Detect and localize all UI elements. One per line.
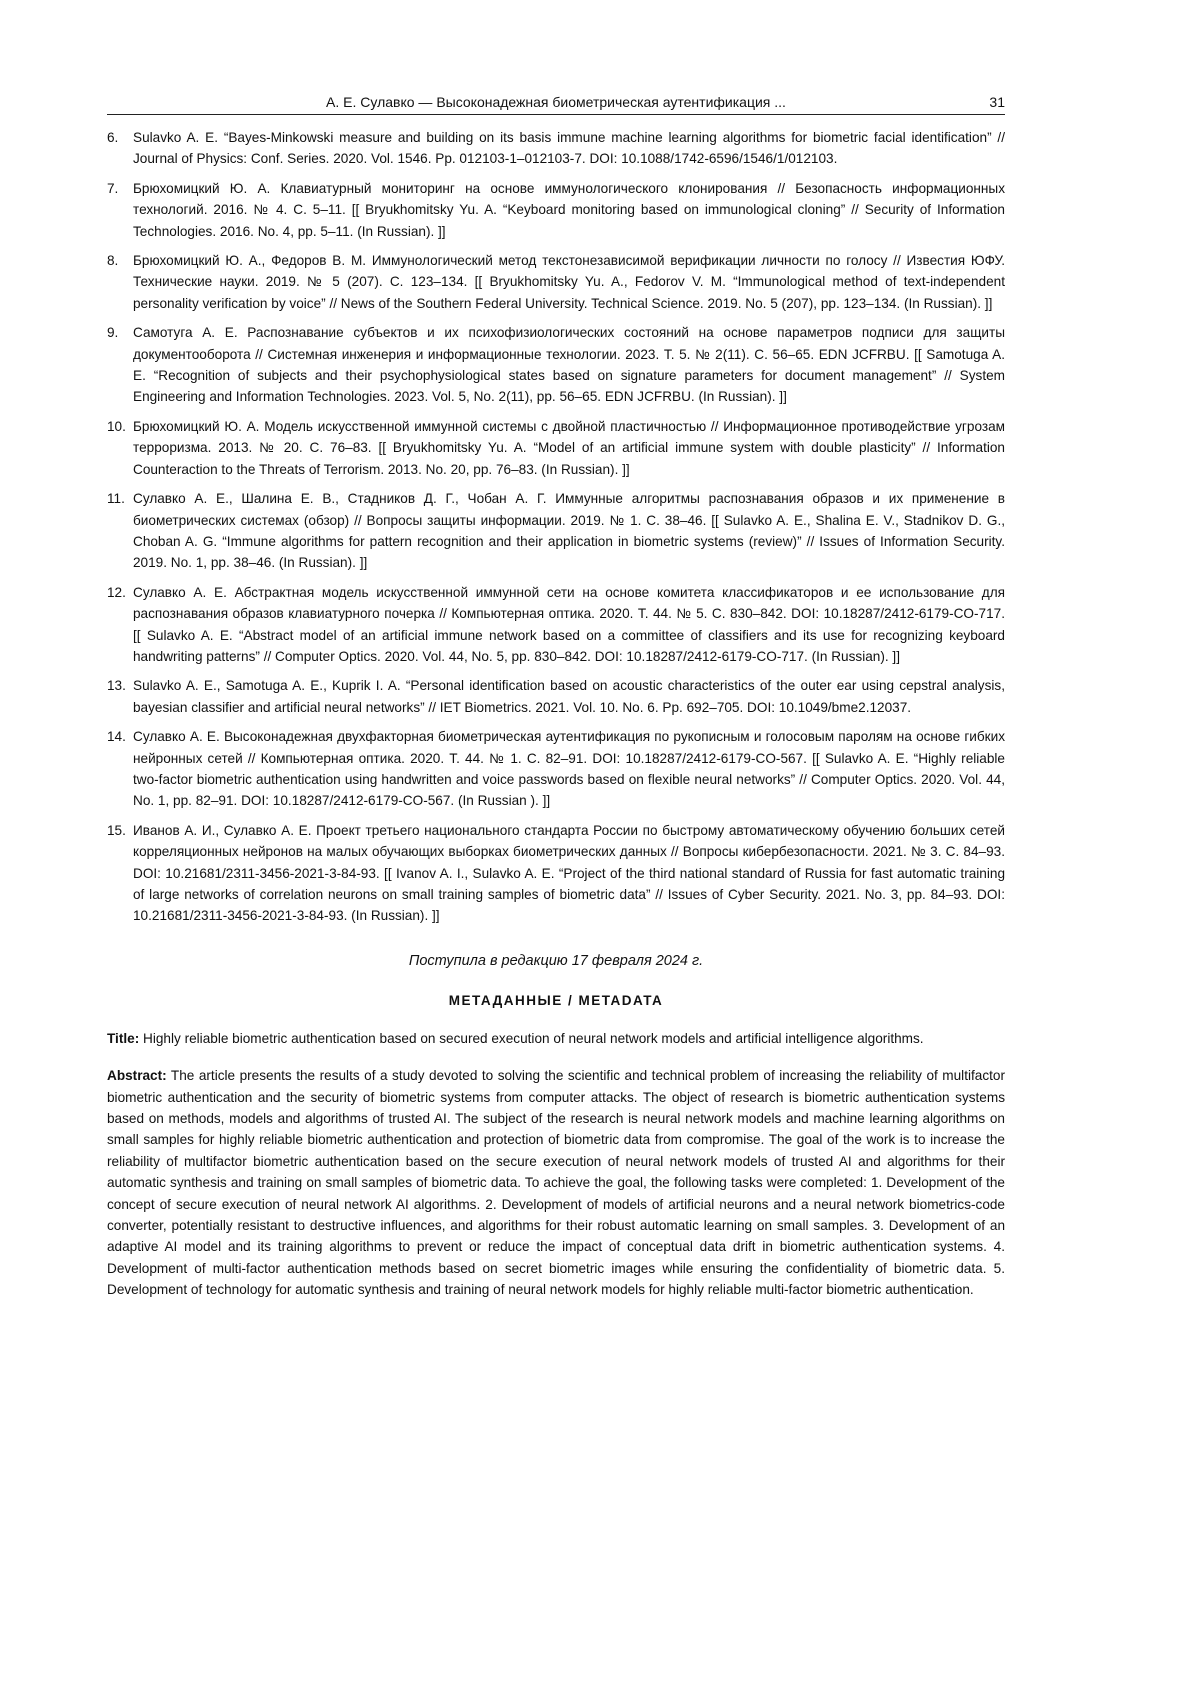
reference-number: 9. — [107, 322, 133, 408]
reference-item — [107, 127, 1005, 170]
document-page — [107, 92, 1005, 1301]
running-header — [107, 92, 1005, 115]
reference-item — [107, 582, 1005, 668]
reference-number: 15. — [107, 820, 133, 927]
running-title: А. Е. Сулавко — Высоконадежная биометрическая аутентификация ... — [107, 94, 1005, 110]
page-number: 31 — [989, 94, 1005, 110]
abstract-paragraph — [107, 1065, 1005, 1300]
article-title: Highly reliable biometric authentication based on secured execution of neural network models and artificial intelligence algorithms. — [143, 1031, 924, 1046]
reference-text: Сулавко А. Е. Высоконадежная двухфакторная биометрическая аутентификация по рукописным и голосовым паролям на основе гибких нейронных сетей // Компьютерная оптика. 2020. Т. 44. № 1. С. 82–91. DOI: 10.18287/2412-6179-CO-567. [[ Sulavko A. E. “Highly reliable two-factor biometric authentication using handwritten and voice passwords based on flexible neural networks” // Computer Optics. 2020. Vol. 44, No. 1, pp. 82–91. DOI: 10.18287/2412-6179-CO-567. (In Russian ). ]] — [133, 726, 1005, 812]
reference-number: 13. — [107, 675, 133, 718]
reference-number: 11. — [107, 488, 133, 574]
reference-number: 12. — [107, 582, 133, 668]
reference-text: Сулавко А. Е., Шалина Е. В., Стадников Д. Г., Чобан А. Г. Иммунные алгоритмы распознавания образов и их применение в биометрических системах (обзор) // Вопросы защиты информации. 2019. № 1. С. 38–46. [[ Sulavko A. E., Shalina E. V., Stadnikov D. G., Choban A. G. “Immune algorithms for pattern recognition and their application in biometric systems (review)” // Issues of Information Security. 2019. No. 1, pp. 38–46. (In Russian). ]] — [133, 488, 1005, 574]
metadata-heading: МЕТАДАННЫЕ / METADATA — [107, 993, 1005, 1008]
abstract-text: The article presents the results of a study devoted to solving the scientific and technical problem of increasing the reliability of multifactor biometric authentication and the security of biometric systems from computer attacks. The object of research is biometric authentication systems based on methods, models and algorithms of trusted AI. The subject of the research is neural network models and machine learning algorithms on small samples for highly reliable biometric authentication and protection of biometric data from compromise. The goal of the work is to increase the reliability of multifactor biometric authentication based on the secure execution of neural network models of trusted AI and algorithms for their automatic synthesis and training on small samples of biometric data. To achieve the goal, the following tasks were completed: 1. Development of the concept of secure execution of neural network AI algorithms. 2. Development of models of artificial neurons and a neural network biometrics-code converter, potentially resistant to destructive influences, and algorithms for their robust automatic learning on small samples. 3. Development of an adaptive AI model and its training algorithms to prevent or reduce the impact of conceptual data drift in biometric authentication systems. 4. Development of multi-factor authentication methods based on secret biometric images while ensuring the confidentiality of biometric data. 5. Development of technology for automatic synthesis and training of neural network models for highly reliable multi-factor biometric authentication. — [107, 1068, 1005, 1297]
reference-item — [107, 726, 1005, 812]
title-label: Title: — [107, 1031, 139, 1046]
reference-item — [107, 250, 1005, 314]
reference-number: 6. — [107, 127, 133, 170]
reference-item — [107, 416, 1005, 480]
received-date: Поступила в редакцию 17 февраля 2024 г. — [107, 953, 1005, 969]
reference-item — [107, 322, 1005, 408]
reference-item — [107, 675, 1005, 718]
reference-number: 10. — [107, 416, 133, 480]
reference-item — [107, 178, 1005, 242]
reference-item — [107, 488, 1005, 574]
reference-text: Сулавко А. Е. Абстрактная модель искусственной иммунной сети на основе комитета классификаторов и ее использование для распознавания образов клавиатурного почерка // Компьютерная оптика. 2020. Т. 44. № 5. С. 830–842. DOI: 10.18287/2412-6179-CO-717. [[ Sulavko A. E. “Abstract model of an artificial immune network based on a committee of classifiers and its use for recognizing keyboard handwriting patterns” // Computer Optics. 2020. Vol. 44, No. 5, pp. 830–842. DOI: 10.18287/2412-6179-CO-717. (In Russian). ]] — [133, 582, 1005, 668]
reference-text: Брюхомицкий Ю. А., Федоров В. М. Иммунологический метод текстонезависимой верификации личности по голосу // Известия ЮФУ. Технические науки. 2019. № 5 (207). С. 123–134. [[ Bryukhomitsky Yu. A., Fedorov V. M. “Immunological method of text-independent personality verification by voice” // News of the Southern Federal University. Technical Science. 2019. No. 5 (207), pp. 123–134. (In Russian). ]] — [133, 250, 1005, 314]
reference-item — [107, 820, 1005, 927]
abstract-label: Abstract: — [107, 1068, 167, 1083]
reference-list — [107, 127, 1005, 927]
reference-text: Sulavko A. E. “Bayes-Minkowski measure and building on its basis immune machine learning algorithms for biometric facial identification” // Journal of Physics: Conf. Series. 2020. Vol. 1546. Pp. 012103-1–012103-7. DOI: 10.1088/1742-6596/1546/1/012103. — [133, 127, 1005, 170]
reference-number: 8. — [107, 250, 133, 314]
metadata-title-paragraph — [107, 1028, 1005, 1049]
reference-text: Иванов А. И., Сулавко А. Е. Проект третьего национального стандарта России по быстрому автоматическому обучению больших сетей корреляционных нейронов на малых обучающих выборках биометрических данных // Вопросы кибербезопасности. 2021. № 3. С. 84–93. DOI: 10.21681/2311-3456-2021-3-84-93. [[ Ivanov A. I., Sulavko A. E. “Project of the third national standard of Russia for fast automatic training of large networks of correlation neurons on small training samples of biometric data” // Issues of Cyber Security. 2021. No. 3, pp. 84–93. DOI: 10.21681/2311-3456-2021-3-84-93. (In Russian). ]] — [133, 820, 1005, 927]
reference-text: Брюхомицкий Ю. А. Клавиатурный мониторинг на основе иммунологического клонирования // Безопасность информационных технологий. 2016. № 4. С. 5–11. [[ Bryukhomitsky Yu. A. “Keyboard monitoring based on immunological cloning” // Security of Information Technologies. 2016. No. 4, pp. 5–11. (In Russian). ]] — [133, 178, 1005, 242]
reference-number: 14. — [107, 726, 133, 812]
reference-text: Sulavko A. E., Samotuga A. E., Kuprik I. A. “Personal identification based on acoustic characteristics of the outer ear using cepstral analysis, bayesian classifier and artificial neural networks” // IET Biometrics. 2021. Vol. 10. No. 6. Pp. 692–705. DOI: 10.1049/bme2.12037. — [133, 675, 1005, 718]
reference-number: 7. — [107, 178, 133, 242]
reference-text: Самотуга А. Е. Распознавание субъектов и их психофизиологических состояний на основе параметров подписи для защиты документооборота // Системная инженерия и информационные технологии. 2023. Т. 5. № 2(11). С. 56–65. EDN JCFRBU. [[ Samotuga A. E. “Recognition of subjects and their psychophysiological states based on signature parameters for document management” // System Engineering and Information Technologies. 2023. Vol. 5, No. 2(11), pp. 56–65. EDN JCFRBU. (In Russian). ]] — [133, 322, 1005, 408]
reference-text: Брюхомицкий Ю. А. Модель искусственной иммунной системы с двойной пластичностью // Информационное противодействие угрозам терроризма. 2013. № 20. С. 76–83. [[ Bryukhomitsky Yu. A. “Model of an artificial immune system with double plasticity” // Information Counteraction to the Threats of Terrorism. 2013. No. 20, pp. 76–83. (In Russian). ]] — [133, 416, 1005, 480]
